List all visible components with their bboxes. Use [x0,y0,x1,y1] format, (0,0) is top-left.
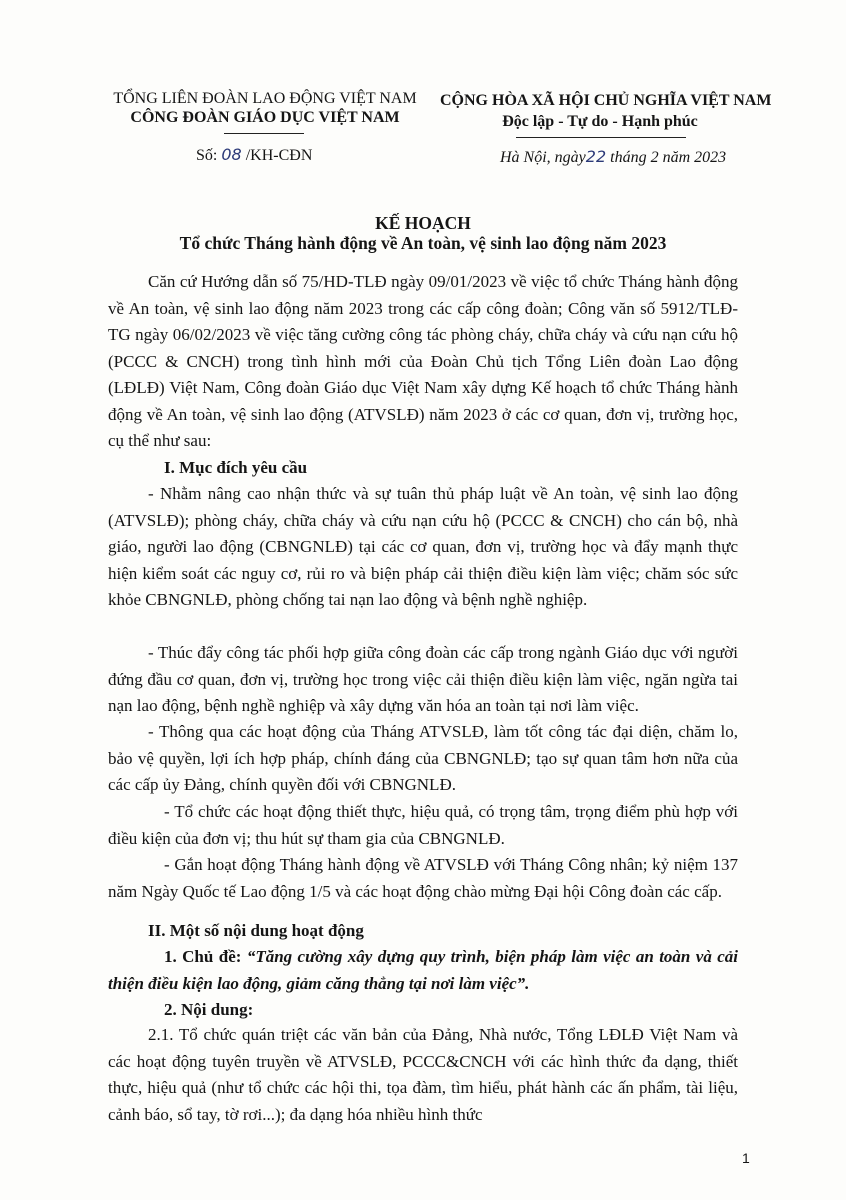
date-suffix: tháng 2 năm 2023 [610,149,727,166]
document-number [196,145,312,165]
section1-item-4: - Tổ chức các hoạt động thiết thực, hiệu quả, có trọng tâm, trọng điểm phù hợp với điều kiện của đơn vị; thu hút sự tham gia của CBNGNLĐ. [108,802,738,848]
date-handwritten: 22 [585,147,607,166]
motto-underline [516,137,686,138]
page-number: 1 [742,1150,750,1166]
theme-text: “Tăng cường xây dựng quy trình, biện pháp làm việc an toàn và cải thiện điều kiện lao động, giảm căng thẳng tại nơi làm việc”. [108,947,738,993]
theme-paragraph [108,944,738,997]
section2-heading: II. Một số nội dung hoạt động [148,921,364,940]
intro-paragraph: Căn cứ Hướng dẫn số 75/HD-TLĐ ngày 09/01/2023 về việc tổ chức Tháng hành động về An toàn, vệ sinh lao động năm 2023 trong các cấp công đoàn; Công văn số 5912/TLĐ-TG ngày 06/02/2023 về việc tăng cường công tác phòng cháy, chữa cháy và cứu nạn cứu hộ (PCCC & CNCH) trong tình hình mới của Đoàn Chủ tịch Tổng Liên đoàn Lao động (LĐLĐ) Việt Nam, Công đoàn Giáo dục Việt Nam xây dựng Kế hoạch tổ chức Tháng hành động về An toàn, vệ sinh lao động (ATVSLĐ) năm 2023 ở các cơ quan, đơn vị, trường học, cụ thể như sau: [108,272,738,450]
issuer-union: CÔNG ĐOÀN GIÁO DỤC VIỆT NAM [130,109,400,126]
section1-item-5: - Gắn hoạt động Tháng hành động về ATVSLĐ với Tháng Công nhân; kỷ niệm 137 năm Ngày Quốc tế Lao động 1/5 và các hoạt động chào mừng Đại hội Công đoàn các cấp. [108,855,738,901]
date-prefix: Hà Nội, ngày [500,149,586,166]
doc-no-prefix: Số: [196,147,218,164]
section1-item-1: - Nhằm nâng cao nhận thức và sự tuân thủ pháp luật về An toàn, vệ sinh lao động (ATVSLĐ); phòng cháy, chữa cháy và cứu nạn cứu hộ (PCCC & CNCH) cho cán bộ, nhà giáo, người lao động (CBNGNLĐ) tại các cơ quan, đơn vị, trường học và đẩy mạnh thực hiện kiểm soát các nguy cơ, rủi ro và biện pháp cải thiện điều kiện làm việc; chăm sóc sức khỏe CBNGNLĐ, phòng chống tai nạn lao động và bệnh nghề nghiệp. [108,484,738,609]
country-name: CỘNG HÒA XÃ HỘI CHỦ NGHĨA VIỆT NAM [440,92,772,109]
section1-item-2: - Thúc đẩy công tác phối hợp giữa công đoàn các cấp trong ngành Giáo dục với người đứng đầu cơ quan, đơn vị, trường học trong việc cải thiện điều kiện làm việc, ngăn ngừa tai nạn lao động, bệnh nghề nghiệp và xây dựng văn hóa an toàn tại nơi làm việc. [108,643,738,715]
content-heading: 2. Nội dung: [164,1000,254,1019]
issuer-underline [224,133,304,134]
document-title: KẾ HOẠCH [375,213,471,233]
doc-no-suffix: /KH-CĐN [245,147,313,164]
content-2-1-paragraph: 2.1. Tổ chức quán triệt các văn bản của Đảng, Nhà nước, Tổng LĐLĐ Việt Nam và các hoạt động tuyên truyền về ATVSLĐ, PCCC&CNCH với các hình thức đa dạng, thiết thực, hiệu quả (như tổ chức các hội thi, tọa đàm, tìm hiểu, phát hành các ấn phẩm, tài liệu, cảnh báo, sổ tay, tờ rơi...); đa dạng hóa nhiều hình thức [108,1025,738,1124]
document-subtitle: Tổ chức Tháng hành động về An toàn, vệ sinh lao động năm 2023 [179,233,667,253]
document-date [500,147,726,167]
theme-label: 1. Chủ đề: [164,947,242,966]
section1-heading: I. Mục đích yêu cầu [164,458,308,477]
section1-item-3: - Thông qua các hoạt động của Tháng ATVSLĐ, làm tốt công tác đại diện, chăm lo, bảo vệ quyền, lợi ích hợp pháp, chính đáng của CBNGNLĐ; tạo sự quan tâm hơn nữa của các cấp ủy Đảng, chính quyền đối với CBNGNLĐ. [108,722,738,794]
issuer-organization: TỔNG LIÊN ĐOÀN LAO ĐỘNG VIỆT NAM [113,90,417,107]
doc-no-handwritten: 08 [221,145,242,164]
national-motto: Độc lập - Tự do - Hạnh phúc [502,113,698,130]
